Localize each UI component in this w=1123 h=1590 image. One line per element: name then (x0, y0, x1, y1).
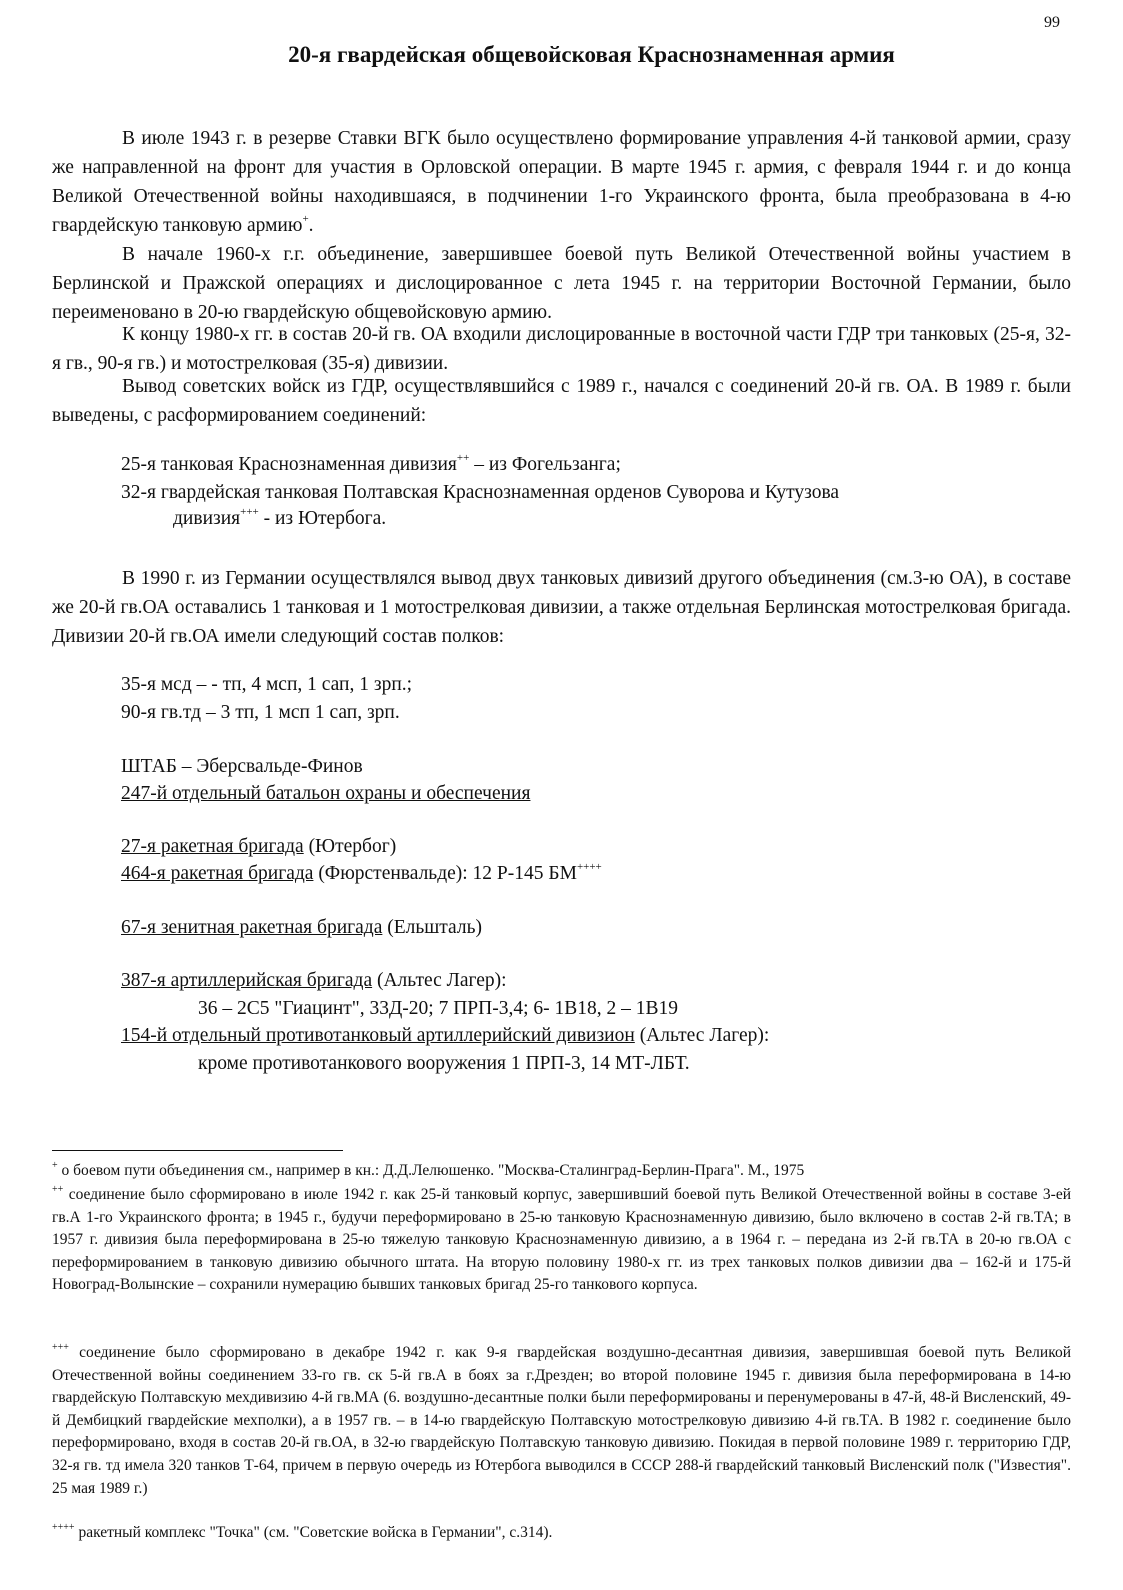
division-32-line-2: дивизия+++ - из Ютербога. (173, 506, 387, 529)
rocket-brigade-464-line: 464-я ракетная бригада (Фюрстенвальде): 12 Р-145 БМ++++ (121, 861, 602, 884)
page-number: 99 (1044, 14, 1060, 31)
footnote-2: ++ соединение было сформировано в июле 1942 г. как 25-й танковый корпус, завершивший боевой путь Великой Отечественной войны в составе 3-ей гв.А 1-го Украинского фронта; в 1945 г., будучи переформировано в 25-ю танковую Краснознаменную дивизию, было включено в состав 2-й гв.ТА; в 1957 г. дивизия была переформирована в 25-ю тяжелую танковую Краснознаменную дивизию, а в 1964 г. – передана из 2-й гв.ТА в 20-ю гв.ОА с переформированием в танковую дивизию обычного штата. На вторую половину 1980-х гг. из трех танковых полков дивизии два – 162-й и 175-й Новоград-Волынские – сохранили нумерацию бывших танковых бригад 25-го танкового корпуса. (52, 1184, 1071, 1294)
artillery-brigade-387-line: 387-я артиллерийская бригада (Альтес Лагер): (121, 970, 507, 991)
footnote-3: +++ соединение было сформировано в декабре 1942 г. как 9-я гвардейская воздушно-десантная дивизия, завершившая боевой путь Великой Отечественной войны соединением 33-го гв. ск 5-й гв.А в боях за г.Дрезден; во второй половине 1945 г. дивизия была переформирована в 14-ю гвардейскую Полтавскую мехдивизию 4-й гв.МА (6. воздушно-десантные полки были переформированы и перенумерованы в 47-й, 48-й Висленский, 49-й Дембицкий гвардейские мехполки), а в 1957 гв. – в 14-ю гвардейскую Полтавскую мотострелковую дивизию 4-й гв.ТА. В 1982 г. соединение было переформировано, входя в состав 20-й гв.ОА, в 32-ю гвардейскую Полтавскую танковую дивизию. Покидая в первой половине 1989 г. территорию ГДР, 32-я гв. тд имела 320 танков Т-64, причем в первую очередь из Ютербога выводился в СССР 288-й гвардейский танковый Висленский полк ("Известия". 25 мая 1989 г.) (52, 1342, 1071, 1497)
division-32-line: 32-я гвардейская танковая Полтавская Краснознаменная орденов Суворова и Кутузова (121, 482, 840, 503)
division-25-line: 25-я танковая Краснознаменная дивизия++ – из Фогельзанга; (121, 452, 621, 475)
aa-brigade-67-line: 67-я зенитная ракетная бригада (Ельшталь) (121, 917, 482, 938)
footnote-4: ++++ ракетный комплекс "Точка" (см. "Советские войска в Германии", с.314). (52, 1522, 553, 1541)
footnote-ref-2: ++ (456, 452, 470, 464)
paragraph-withdrawal: Вывод советских войск из ГДР, осуществлявшийся с 1989 г., начался с соединений 20-й гв. ОА. В 1989 г. были выведены, с расформированием соединений: (52, 376, 1071, 426)
paragraph-composition: К концу 1980-х гг. в состав 20-й гв. ОА входили дислоцированные в восточной части ГДР три танковых (25-я, 32-я гв., 90-я гв.) и мотострелковая (35-я) дивизии. (52, 324, 1071, 374)
footnote-separator (52, 1150, 343, 1151)
regiment-35-line: 35-я мсд – - тп, 4 мсп, 1 сап, 1 зрп.; (121, 674, 413, 695)
regiment-90-line: 90-я гв.тд – 3 тп, 1 мсп 1 сап, зрп. (121, 702, 400, 723)
battalion-247-line: 247-й отдельный батальон охраны и обеспечения (121, 783, 531, 804)
artillery-brigade-387-equipment: 36 – 2С5 "Гиацинт", 33Д-20; 7 ПРП-3,4; 6- 1В18, 2 – 1В19 (198, 998, 679, 1019)
footnote-ref-3: +++ (240, 506, 259, 518)
footnote-ref-4: ++++ (576, 861, 602, 873)
footnote-1: + о боевом пути объединения см., например в кн.: Д.Д.Лелюшенко. "Москва-Сталинград-Берлин-Прага". М., 1975 (52, 1160, 805, 1179)
page-title: 20-я гвардейская общевойсковая Краснознаменная армия (288, 42, 895, 67)
paragraph-1990: В 1990 г. из Германии осуществлялся вывод двух танковых дивизий другого объединения (см.3-ю ОА), в составе же 20-й гв.ОА оставались 1 танковая и 1 мотострелковая дивизии, а также отдельная Берлинская мотострелковая бригада. Дивизии 20-й гв.ОА имели следующий состав полков: (52, 568, 1071, 647)
hq-line: ШТАБ – Эберсвальде-Финов (121, 756, 363, 777)
footnote-ref-1: + (302, 213, 309, 225)
at-battalion-154-line: 154-й отдельный противотанковый артиллерийский дивизион (Альтес Лагер): (121, 1025, 770, 1046)
paragraph-renaming: В начале 1960-х г.г. объединение, завершившее боевой путь Великой Отечественной войны участием в Берлинской и Пражской операциях и дислоцированное с лета 1945 г. на территории Восточной Германии, было переименовано в 20-ю гвардейскую общевойсковую армию. (52, 244, 1071, 323)
rocket-brigade-27-line: 27-я ракетная бригада (Ютербог) (121, 836, 397, 857)
at-battalion-154-equipment: кроме противотанкового вооружения 1 ПРП-3, 14 МТ-ЛБТ. (198, 1053, 690, 1074)
paragraph-formation: В июле 1943 г. в резерве Ставки ВГК было осуществлено формирование управления 4-й танковой армии, сразу же направленной на фронт для участия в Орловской операции. В марте 1945 г. армия, с февраля 1944 г. и до конца Великой Отечественной войны находившаяся, в подчинении 1-го Украинского фронта, была преобразована в 4-ю гвардейскую танковую армию+. (52, 128, 1071, 236)
